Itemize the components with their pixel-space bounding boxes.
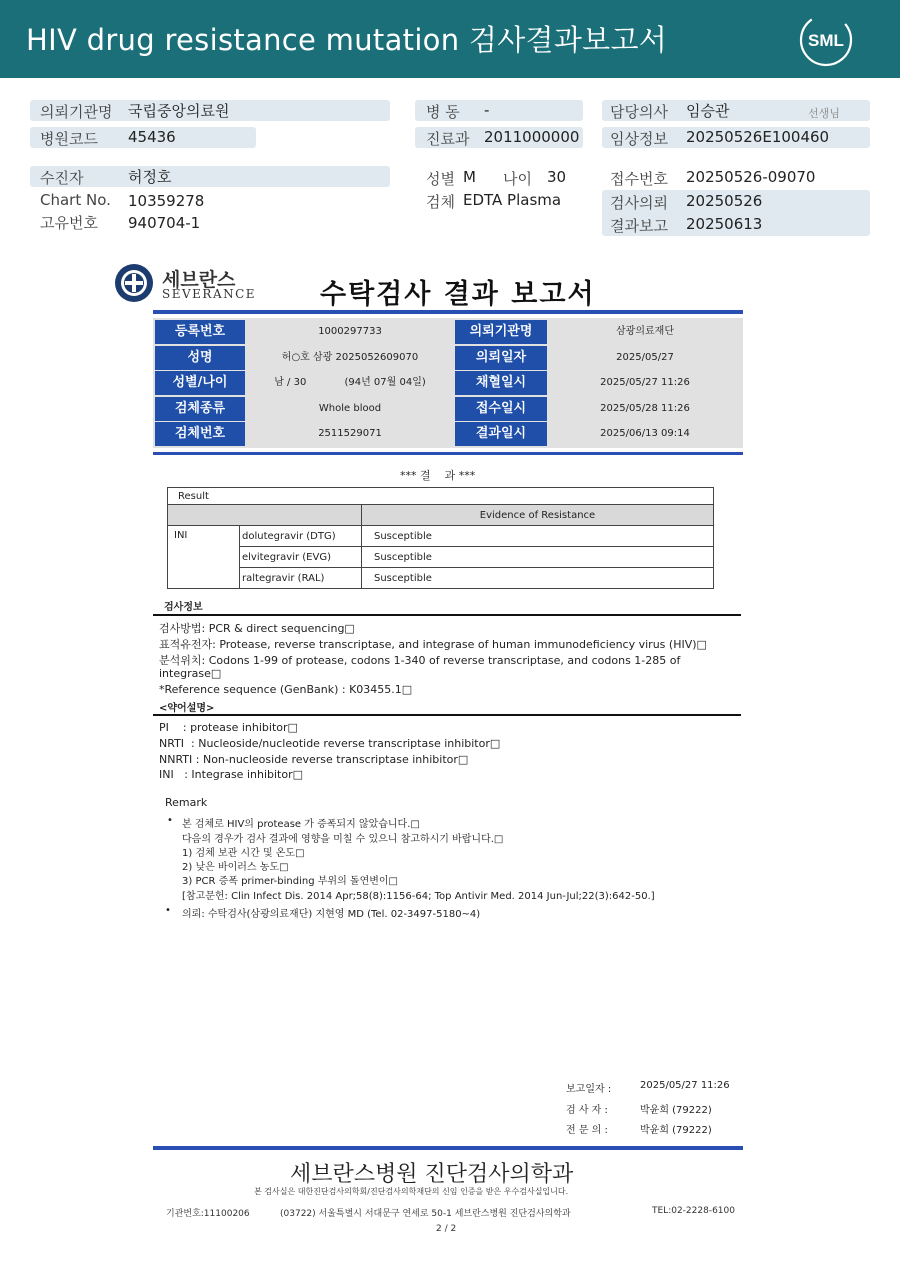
info-row bbox=[153, 346, 743, 372]
report-date-value: 2025/05/27 11:26 bbox=[640, 1080, 730, 1091]
report-label: 결과보고 bbox=[610, 217, 668, 235]
abbreviation-line: PI : protease inhibitor□ bbox=[159, 721, 298, 734]
group-cell: INI bbox=[168, 526, 240, 589]
footer-certification: 본 검사실은 대한진단검사의학회/진단검사의학재단의 신임 인증을 받은 우수검사실입니다. bbox=[254, 1187, 569, 1196]
header-blank-cell bbox=[168, 505, 362, 526]
abbreviation-divider bbox=[153, 714, 741, 716]
test-info-line: 검사방법: PCR & direct sequencing□ bbox=[159, 622, 355, 635]
info-value: Whole blood bbox=[318, 402, 382, 414]
chart-no-value: 10359278 bbox=[128, 192, 205, 210]
test-info-divider bbox=[153, 614, 741, 616]
test-info-line: *Reference sequence (GenBank) : K03455.1□ bbox=[159, 683, 413, 696]
sml-logo-icon bbox=[798, 12, 854, 68]
clinical-info-label: 임상정보 bbox=[610, 130, 668, 148]
ward-value: - bbox=[484, 101, 490, 119]
info-label: 성명 bbox=[155, 346, 245, 370]
report-info-grid bbox=[153, 318, 743, 448]
severance-english-name: SEVERANCE bbox=[162, 287, 257, 301]
info-value: 2025/06/13 09:14 bbox=[600, 428, 690, 440]
remark-line: 다음의 경우가 검사 결과에 영향을 미칠 수 있으니 참고하시기 바랍니다.□ bbox=[182, 834, 504, 845]
footer-tel: TEL:02-2228-6100 bbox=[652, 1206, 735, 1216]
referral-bullet: • bbox=[165, 905, 171, 916]
doctor-label: 담당의사 bbox=[610, 103, 668, 121]
info-value: 2025/05/27 11:26 bbox=[600, 377, 690, 389]
doctor-suffix: 선생님 bbox=[808, 107, 840, 120]
receipt-label: 접수번호 bbox=[610, 170, 668, 188]
abbreviation-line: NRTI : Nucleoside/nucleotide reverse transcriptase inhibitor□ bbox=[159, 737, 501, 750]
svg-text:SML: SML bbox=[808, 31, 844, 50]
blue-divider-footer bbox=[153, 1146, 743, 1150]
info-label: 검체번호 bbox=[155, 422, 245, 446]
severance-emblem-icon bbox=[114, 263, 154, 303]
unique-no-value: 940704-1 bbox=[128, 214, 201, 232]
severance-korean-name: 세브란스 bbox=[162, 269, 236, 291]
doctor-value: 임승관 bbox=[686, 102, 730, 120]
footer-department: 세브란스병원 진단검사의학과 bbox=[290, 1162, 574, 1187]
evidence-header: Evidence of Resistance bbox=[362, 505, 714, 526]
abbreviation-header: <약어설명> bbox=[159, 703, 215, 714]
abbreviation-line: NNRTI : Non-nucleoside reverse transcriptase inhibitor□ bbox=[159, 753, 469, 766]
info-value: 2511529071 bbox=[318, 428, 382, 440]
result-table bbox=[167, 487, 714, 589]
blue-divider-bottom bbox=[153, 452, 743, 455]
abbreviation-line: INI : Integrase inhibitor□ bbox=[159, 768, 303, 781]
info-value: 남 / 30 (94년 07월 04일) bbox=[274, 377, 426, 389]
patient-label: 수진자 bbox=[40, 169, 84, 187]
footer-address: (03722) 서울특별시 서대문구 연세로 50-1 세브란스병원 진단검사의학과 bbox=[280, 1209, 571, 1219]
info-value: 삼광의료재단 bbox=[616, 326, 674, 337]
test-info-line: 분석위치: Codons 1-99 of protease, codons 1-340 of reverse transcriptase, and codons 1-285 of bbox=[159, 654, 681, 667]
info-label: 성별/나이 bbox=[155, 371, 245, 395]
result-title: *** 결 과 *** bbox=[400, 469, 476, 482]
request-label: 검사의뢰 bbox=[610, 194, 668, 212]
info-value: 허○호 삼광 2025052609070 bbox=[281, 351, 419, 363]
result-label-cell: Result bbox=[168, 488, 714, 505]
evidence-cell: Susceptible bbox=[362, 526, 714, 547]
info-row bbox=[153, 371, 743, 397]
remark-header: Remark bbox=[165, 796, 208, 809]
info-label: 등록번호 bbox=[155, 320, 245, 344]
remark-line: [참고문헌: Clin Infect Dis. 2014 Apr;58(8):1156-64; Top Antivir Med. 2014 Jun-Jul;22(3):642-50.] bbox=[182, 891, 655, 902]
age-label: 나이 bbox=[503, 170, 532, 188]
page-number: 2 / 2 bbox=[436, 1224, 457, 1234]
info-value: 1000297733 bbox=[318, 326, 382, 337]
patient-value: 허정호 bbox=[128, 168, 172, 186]
patient-row bbox=[30, 166, 390, 187]
info-label: 접수일시 bbox=[455, 397, 547, 421]
test-info-line: integrase□ bbox=[159, 667, 222, 680]
remark-bullet: • bbox=[167, 815, 173, 826]
drug-cell: raltegravir (RAL) bbox=[240, 568, 362, 589]
evidence-cell: Susceptible bbox=[362, 547, 714, 568]
info-label: 의뢰일자 bbox=[455, 346, 547, 370]
specialist-label: 전 문 의 : bbox=[566, 1125, 608, 1136]
drug-cell: dolutegravir (DTG) bbox=[240, 526, 362, 547]
test-info-line: 표적유전자: Protease, reverse transcriptase, and integrase of human immunodeficiency virus (HIV)□ bbox=[159, 638, 707, 651]
info-label: 채혈일시 bbox=[455, 371, 547, 395]
specimen-label: 검체 bbox=[426, 193, 455, 211]
hospital-code-value: 45436 bbox=[128, 128, 176, 146]
examiner-value: 박윤희 (79222) bbox=[640, 1105, 712, 1116]
unique-no-label: 고유번호 bbox=[40, 214, 98, 232]
info-label: 결과일시 bbox=[455, 422, 547, 446]
evidence-cell: Susceptible bbox=[362, 568, 714, 589]
sex-value: M bbox=[463, 168, 476, 186]
blue-divider-top bbox=[153, 310, 743, 314]
info-value: 2025/05/27 bbox=[616, 351, 674, 363]
page-title: HIV drug resistance mutation 검사결과보고서 bbox=[26, 23, 668, 57]
age-value: 30 bbox=[547, 168, 567, 186]
header-bar bbox=[0, 0, 900, 78]
report-title: 수탁검사 결과 보고서 bbox=[320, 279, 596, 310]
hospital-code-label: 병원코드 bbox=[40, 130, 98, 148]
remark-line: 본 검체로 HIV의 protease 가 증폭되지 않았습니다.□ bbox=[182, 819, 420, 830]
specialist-value: 박윤희 (79222) bbox=[640, 1125, 712, 1136]
remark-line: 1) 검체 보관 시간 및 온도□ bbox=[182, 848, 305, 859]
request-value: 20250526 bbox=[686, 192, 763, 210]
footer-institution-no: 기관번호:11100206 bbox=[166, 1209, 250, 1219]
info-label: 검체종류 bbox=[155, 397, 245, 421]
test-info-header: 검사정보 bbox=[164, 602, 203, 613]
referral-line: 의뢰: 수탁검사(삼광의료재단) 지현영 MD (Tel. 02-3497-5180~4) bbox=[182, 909, 481, 920]
clinical-info-value: 20250526E100460 bbox=[686, 128, 830, 146]
remark-line: 2) 낮은 바이러스 농도□ bbox=[182, 862, 289, 873]
drug-cell: elvitegravir (EVG) bbox=[240, 547, 362, 568]
info-row bbox=[153, 320, 743, 346]
info-row bbox=[153, 422, 743, 448]
department-label: 진료과 bbox=[426, 130, 470, 148]
report-date-label: 보고일자 : bbox=[566, 1084, 612, 1095]
report-value: 20250613 bbox=[686, 215, 763, 233]
ward-label: 병 동 bbox=[426, 103, 460, 121]
remark-line: 3) PCR 증폭 primer-binding 부위의 돌연변이□ bbox=[182, 876, 398, 887]
chart-no-label: Chart No. bbox=[40, 191, 111, 209]
info-label: 의뢰기관명 bbox=[455, 320, 547, 344]
institution-label: 의뢰기관명 bbox=[40, 103, 113, 121]
sex-label: 성별 bbox=[426, 170, 455, 188]
info-value: 2025/05/28 11:26 bbox=[600, 402, 690, 414]
specimen-value: EDTA Plasma bbox=[463, 191, 562, 209]
info-row bbox=[153, 397, 743, 423]
receipt-value: 20250526-09070 bbox=[686, 168, 816, 186]
institution-value: 국립중앙의료원 bbox=[128, 102, 230, 120]
department-value: 2011000000 bbox=[484, 128, 580, 146]
examiner-label: 검 사 자 : bbox=[566, 1105, 608, 1116]
